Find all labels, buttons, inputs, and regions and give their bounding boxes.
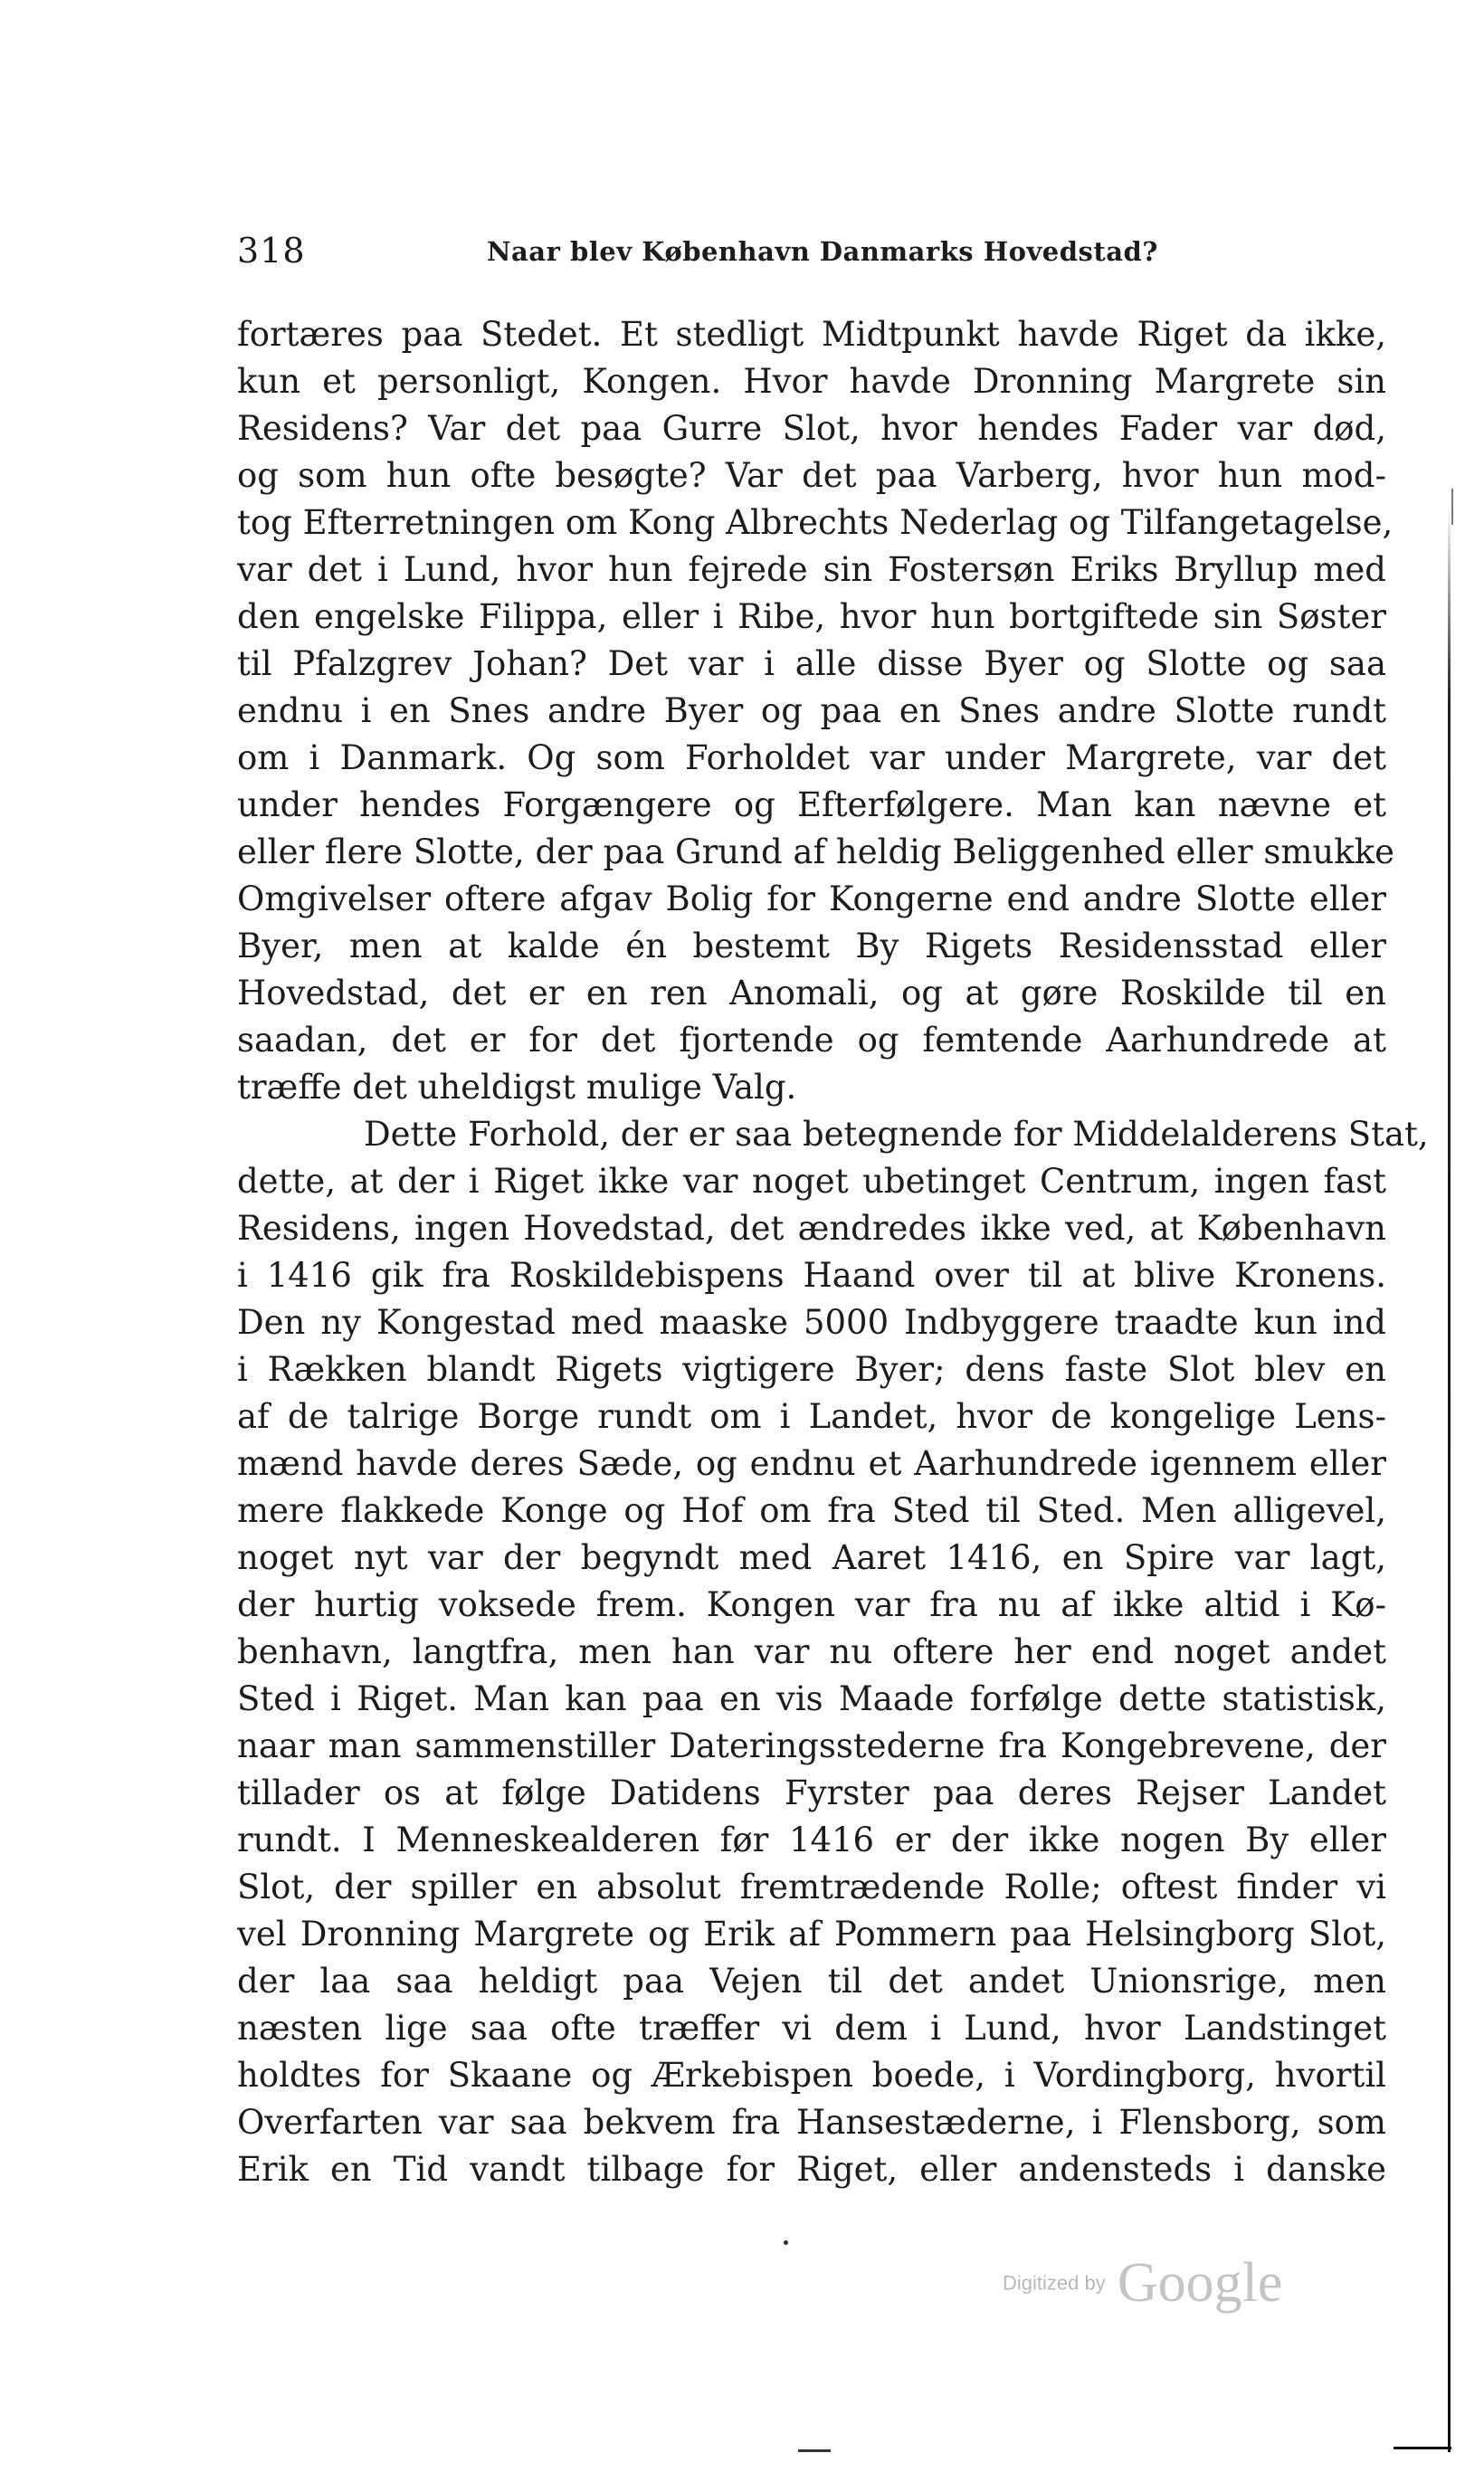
text-line: dette, at der i Riget ikke var noget ubetinget Centrum, ingen fast xyxy=(237,1162,1386,1201)
text-line: vel Dronning Margrete og Erik af Pommern paa Helsingborg Slot, xyxy=(237,1915,1386,1954)
text-line: var det i Lund, hvor hun fejrede sin Fostersøn Eriks Bryllup med xyxy=(237,550,1386,589)
body-text xyxy=(237,311,1429,2193)
text-line: Erik en Tid vandt tilbage for Riget, eller andensteds i danske xyxy=(237,2150,1386,2189)
scan-edge-bottom xyxy=(1394,2447,1451,2449)
text-line: holdtes for Skaane og Ærkebispen boede, i Vordingborg, hvortil xyxy=(237,2056,1386,2095)
watermark-prefix: Digitized by xyxy=(1003,2271,1106,2295)
paragraph-start-line: Dette Forhold, der er saa betegnende for Middelalderens Stat, xyxy=(364,1115,1429,1154)
running-head: Naar blev København Danmarks Hovedstad? xyxy=(487,236,1158,267)
text-line: der laa saa heldigt paa Vejen til det andet Unionsrige, men xyxy=(237,1962,1386,2001)
page-number: 318 xyxy=(237,231,306,271)
ink-speck xyxy=(784,2240,788,2245)
text-line: rundt. I Menneskealderen før 1416 er der ikke nogen By eller xyxy=(237,1821,1386,1859)
digitized-watermark xyxy=(1003,2251,1282,2333)
text-line: i Rækken blandt Rigets vigtigere Byer; dens faste Slot blev en xyxy=(237,1350,1386,1389)
text-line: naar man sammenstiller Dateringsstederne fra Kongebrevene, der xyxy=(237,1726,1386,1765)
text-line: Slot, der spiller en absolut fremtrædende Rolle; oftest finder vi xyxy=(237,1868,1386,1906)
text-line: i 1416 gik fra Roskildebispens Haand over til at blive Kronens. xyxy=(237,1256,1386,1295)
scan-edge-right xyxy=(1448,507,1451,2452)
text-line: tillader os at følge Datidens Fyrster paa deres Rejser Landet xyxy=(237,1773,1386,1812)
text-line: mere flakkede Konge og Hof om fra Sted til Sted. Men alligevel, xyxy=(237,1491,1386,1530)
text-line: Residens, ingen Hovedstad, det ændredes ikke ved, at København xyxy=(237,1209,1386,1248)
text-line: benhavn, langtfra, men han var nu oftere her end noget andet xyxy=(237,1632,1386,1671)
paragraph-end-line: træffe det uheldigst mulige Valg. xyxy=(237,1068,797,1107)
text-line: endnu i en Snes andre Byer og paa en Snes andre Slotte rundt xyxy=(237,691,1386,730)
scan-edge-mark xyxy=(1451,489,1453,525)
google-logo: Google xyxy=(1117,2252,1283,2314)
text-line: Residens? Var det paa Gurre Slot, hvor hendes Fader var død, xyxy=(237,409,1386,448)
text-line: Byer, men at kalde én bestemt By Rigets Residensstad eller xyxy=(237,927,1386,965)
text-line: Overfarten var saa bekvem fra Hansestæderne, i Flensborg, som xyxy=(237,2103,1386,2142)
text-line: Den ny Kongestad med maaske 5000 Indbyggere traadte kun ind xyxy=(237,1303,1386,1342)
text-line: tog Efterretningen om Kong Albrechts Nederlag og Tilfangetagelse, xyxy=(237,503,1394,542)
text-line: om i Danmark. Og som Forholdet var under Margrete, var det xyxy=(237,738,1386,777)
text-line: næsten lige saa ofte træffer vi dem i Lund, hvor Landstinget xyxy=(237,2009,1386,2048)
text-line: kun et personligt, Kongen. Hvor havde Dronning Margrete sin xyxy=(237,362,1386,401)
text-line: mænd havde deres Sæde, og endnu et Aarhundrede igennem eller xyxy=(237,1444,1386,1483)
text-line: der hurtig voksede frem. Kongen var fra nu af ikke altid i Kø- xyxy=(237,1585,1386,1624)
text-line: Omgivelser oftere afgav Bolig for Kongerne end andre Slotte eller xyxy=(237,879,1386,918)
text-line: og som hun ofte besøgte? Var det paa Varberg, hvor hun mod- xyxy=(237,456,1386,495)
text-line: eller flere Slotte, der paa Grund af heldig Beliggenhed eller smukke xyxy=(237,832,1394,871)
text-line: fortæres paa Stedet. Et stedligt Midtpunkt havde Riget da ikke, xyxy=(237,315,1386,354)
text-line: den engelske Filippa, eller i Ribe, hvor hun bortgiftede sin Søster xyxy=(237,597,1386,636)
text-line: under hendes Forgængere og Efterfølgere. Man kan nævne et xyxy=(237,785,1386,824)
text-line: til Pfalzgrev Johan? Det var i alle disse Byer og Slotte og saa xyxy=(237,644,1386,683)
text-line: noget nyt var der begyndt med Aaret 1416, en Spire var lagt, xyxy=(237,1538,1386,1577)
page-header xyxy=(237,231,1395,285)
text-line: af de talrige Borge rundt om i Landet, hvor de kongelige Lens- xyxy=(237,1397,1386,1436)
bottom-dash xyxy=(798,2449,831,2452)
text-line: Sted i Riget. Man kan paa en vis Maade forfølge dette statistisk, xyxy=(237,1679,1386,1718)
text-line: Hovedstad, det er en ren Anomali, og at gøre Roskilde til en xyxy=(237,974,1386,1013)
text-line: saadan, det er for det fjortende og femtende Aarhundrede at xyxy=(237,1021,1386,1060)
